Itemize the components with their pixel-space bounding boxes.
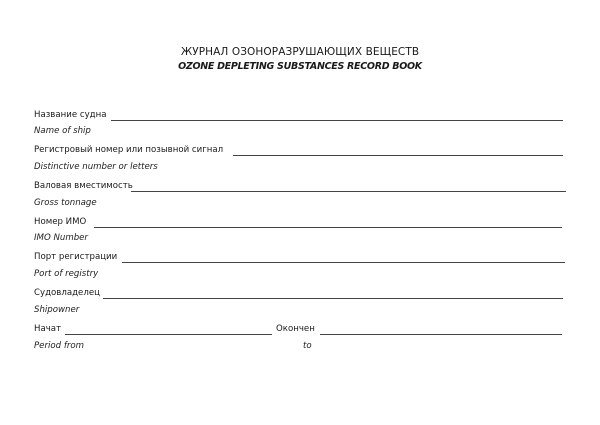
shipowner-input-line[interactable] [103, 298, 563, 299]
period-from-label-en: Period from [34, 341, 85, 351]
page-title-en: OZONE DEPLETING SUBSTANCES RECORD BOOK [178, 61, 422, 72]
field-distinctive-number [34, 145, 566, 159]
field-label-ru: Судовладелец [34, 288, 100, 298]
field-label-en: Distinctive number or letters [34, 162, 158, 172]
ship-name-input-line[interactable] [111, 120, 563, 121]
field-label-en: Shipowner [34, 305, 80, 315]
period-to-input-line[interactable] [320, 334, 562, 335]
period-from-input-line[interactable] [65, 334, 272, 335]
field-label-ru: Номер ИМО [34, 217, 87, 227]
field-label-en: Gross tonnage [34, 198, 97, 208]
field-label-en: Port of registry [34, 269, 99, 279]
field-label-en: IMO Number [34, 233, 88, 243]
field-ship-name [34, 110, 566, 124]
period-to-label-ru: Окончен [276, 324, 315, 334]
period-from-label-ru: Начат [34, 324, 62, 334]
field-label-ru: Порт регистрации [34, 252, 118, 262]
field-period [34, 324, 566, 338]
imo-number-input-line[interactable] [94, 227, 562, 228]
field-label-ru: Валовая вместимость [34, 181, 133, 191]
period-to-label-en: to [303, 341, 312, 351]
gross-tonnage-input-line[interactable] [131, 191, 566, 192]
field-label-ru: Название судна [34, 110, 107, 120]
field-gross-tonnage [34, 181, 566, 195]
field-port-of-registry [34, 252, 566, 266]
field-shipowner [34, 288, 566, 302]
field-imo-number [34, 217, 566, 231]
port-of-registry-input-line[interactable] [122, 262, 565, 263]
field-label-ru: Регистровый номер или позывной сигнал [34, 145, 224, 155]
field-label-en: Name of ship [34, 126, 91, 136]
page-title-ru: ЖУРНАЛ ОЗОНОРАЗРУШАЮЩИХ ВЕЩЕСТВ [180, 46, 420, 58]
distinctive-number-input-line[interactable] [233, 155, 563, 156]
